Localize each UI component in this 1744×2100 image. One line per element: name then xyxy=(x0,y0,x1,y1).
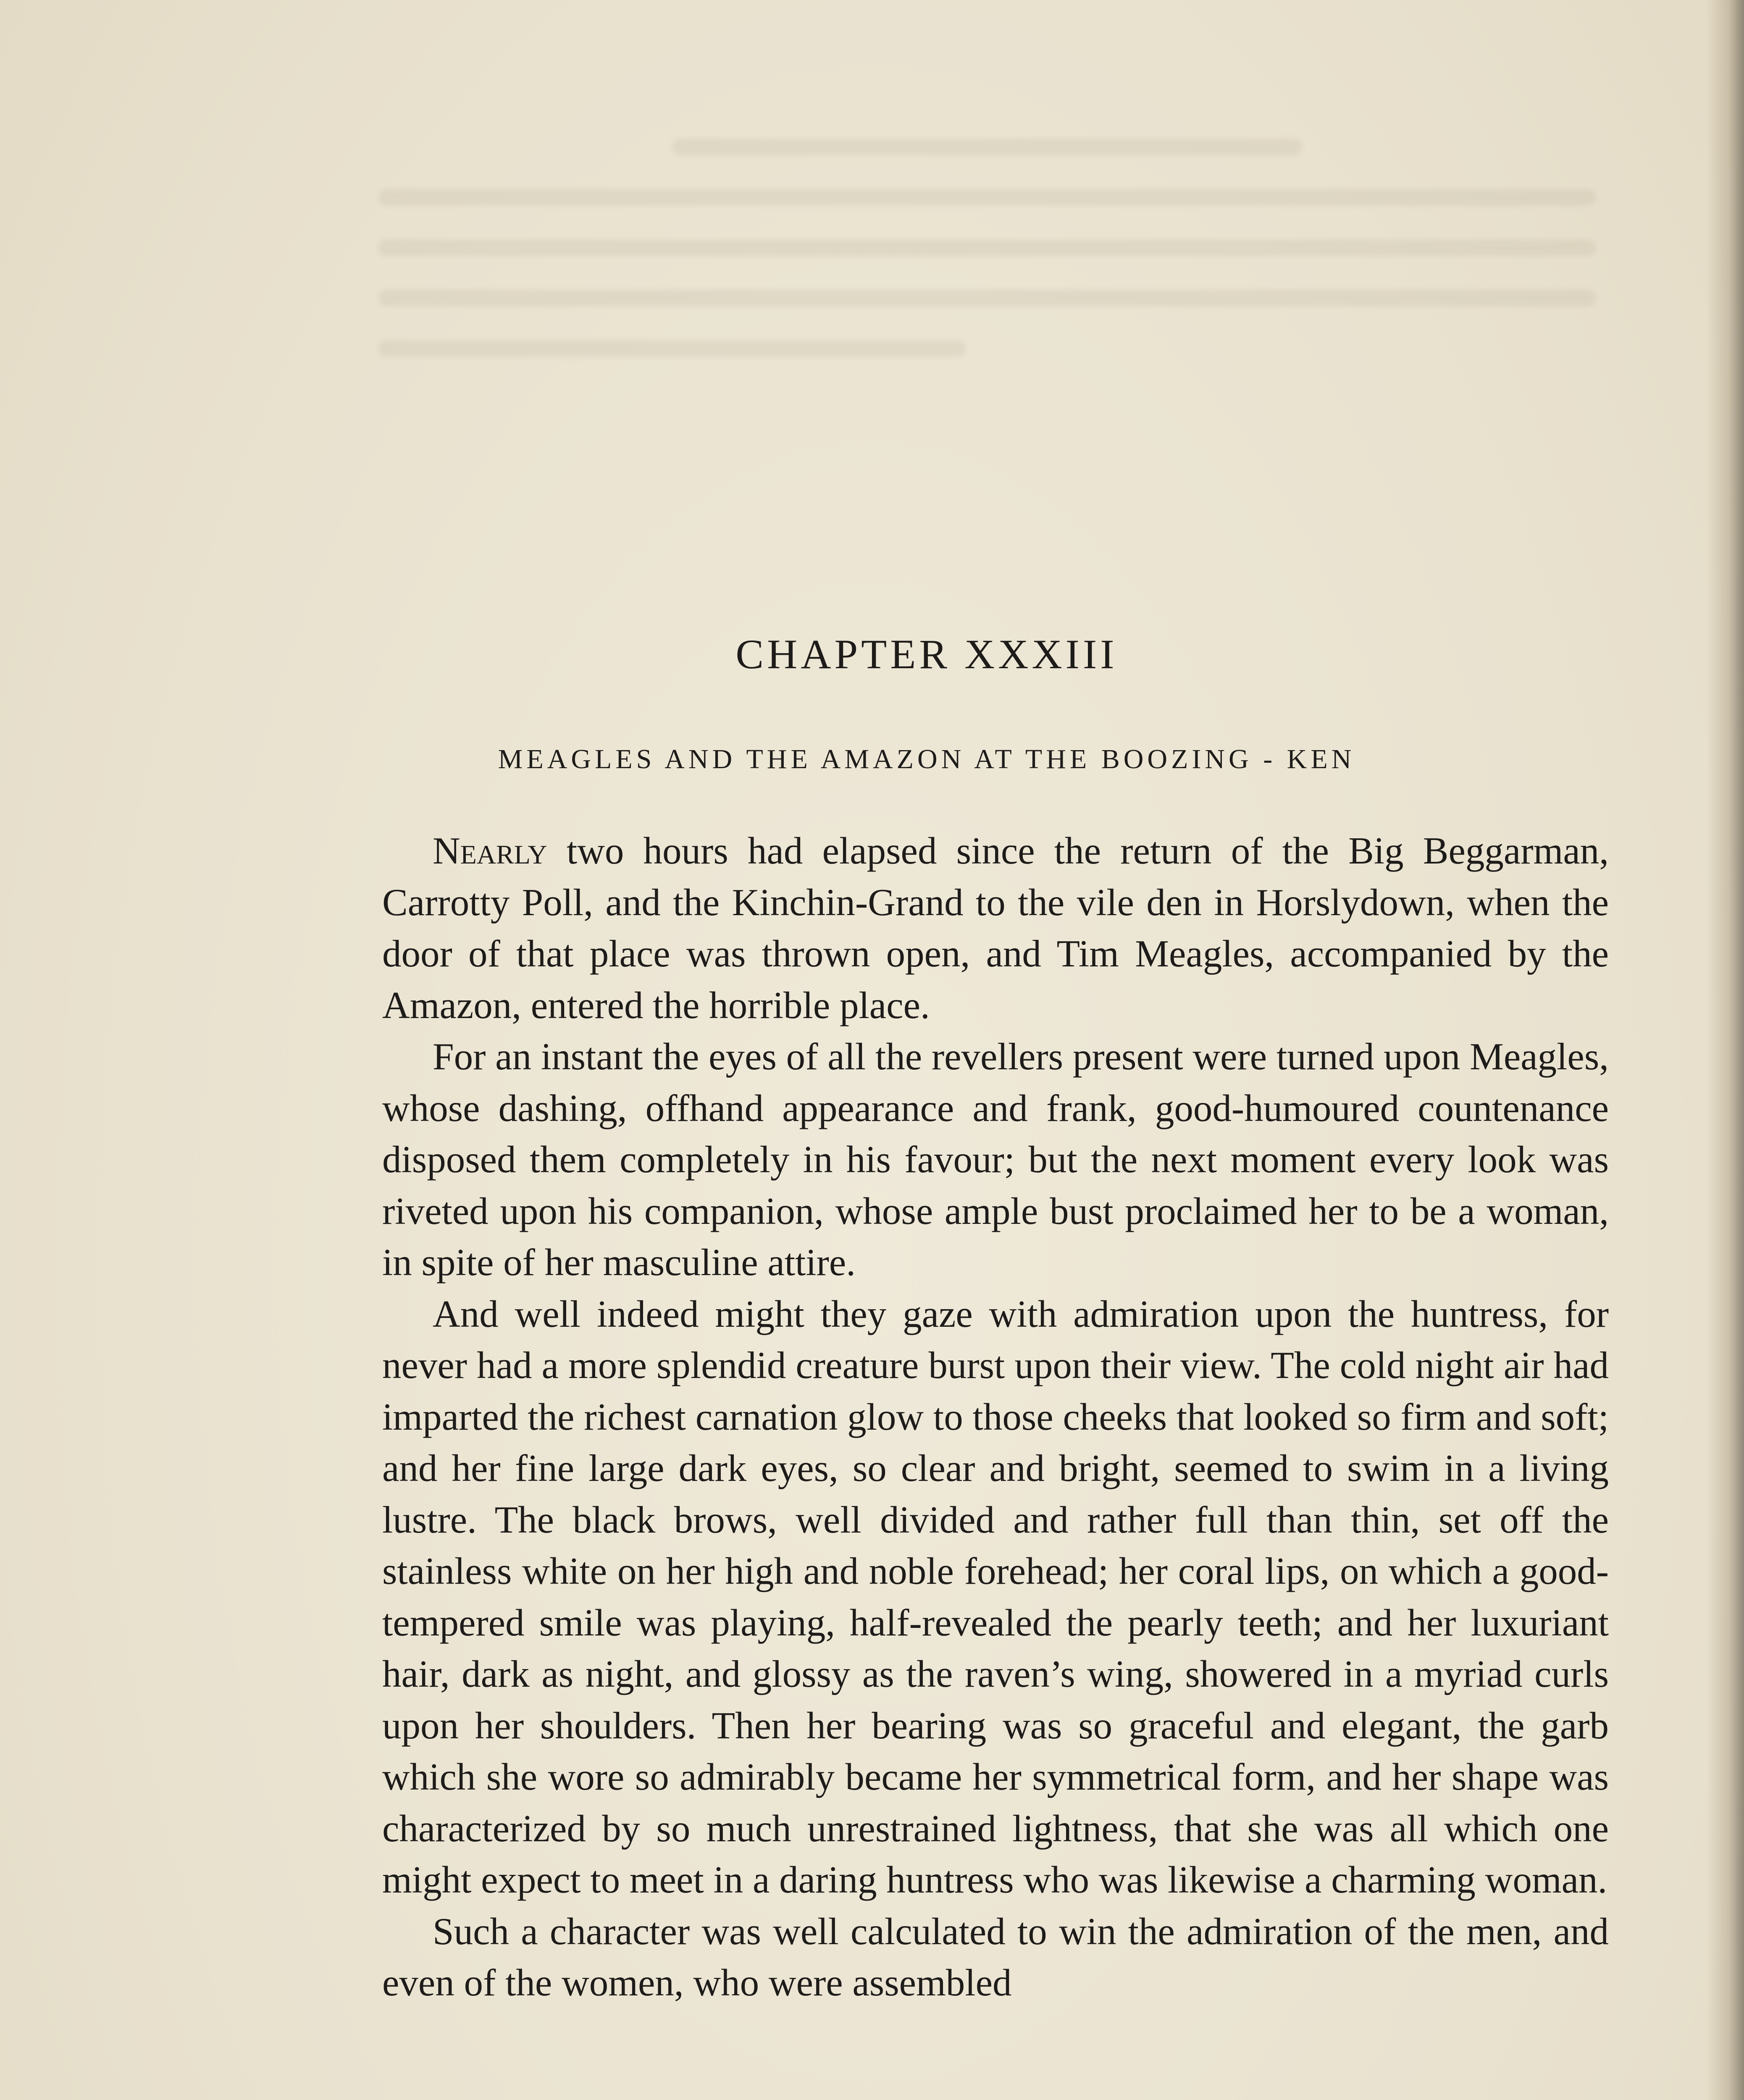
bleed-through-shadow xyxy=(378,139,1596,433)
chapter-title: CHAPTER XXXIII xyxy=(735,631,1118,677)
paragraph-4: Such a character was well calculated to win the admiration of the men, and even of the women, who were assembled xyxy=(382,1910,1609,2004)
paragraph-1-text: two hours had elapsed since the return of the Big Beggarman, Carrotty Poll, and the Kinchin-Grand to the vile den in Horslydown, when the door of that place was thrown open, and Tim Meagles, accompanied by the Amazon, entered the horrible place. xyxy=(382,830,1609,1026)
paragraph-1 xyxy=(382,825,1609,1031)
paragraph-1-lead: Nearly xyxy=(433,830,547,872)
page-edge-shadow xyxy=(1706,0,1744,2100)
chapter-subtitle: MEAGLES AND THE AMAZON AT THE BOOZING - KEN xyxy=(498,744,1355,774)
paragraph-2: For an instant the eyes of all the revellers present were turned upon Meagles, whose dashing, offhand appearance and frank, good-humoured countenance disposed them completely in his favour; but the next moment every look was riveted upon his companion, whose ample bust proclaimed her to be a woman, in spite of her masculine attire. xyxy=(382,1035,1609,1284)
paragraph-3: And well indeed might they gaze with admiration upon the huntress, for never had a more splendid creature burst upon their view. The cold night air had imparted the richest carnation glow to those cheeks that looked so firm and soft; and her fine large dark eyes, so clear and bright, seemed to swim in a living lustre. The black brows, well divided and rather full than thin, set off the stainless white on her high and noble forehead; her coral lips, on which a good-tempered smile was playing, half-revealed the pearly teeth; and her luxuriant hair, dark as night, and glossy as the raven’s wing, showered in a myriad curls upon her shoulders. Then her bearing was so graceful and elegant, the garb which she wore so admirably became her symmetrical form, and her shape was characterized by so much unrestrained lightness, that she was all which one might expect to meet in a daring huntress who was likewise a charming woman. xyxy=(382,1292,1609,1901)
body-text xyxy=(382,825,1609,2009)
